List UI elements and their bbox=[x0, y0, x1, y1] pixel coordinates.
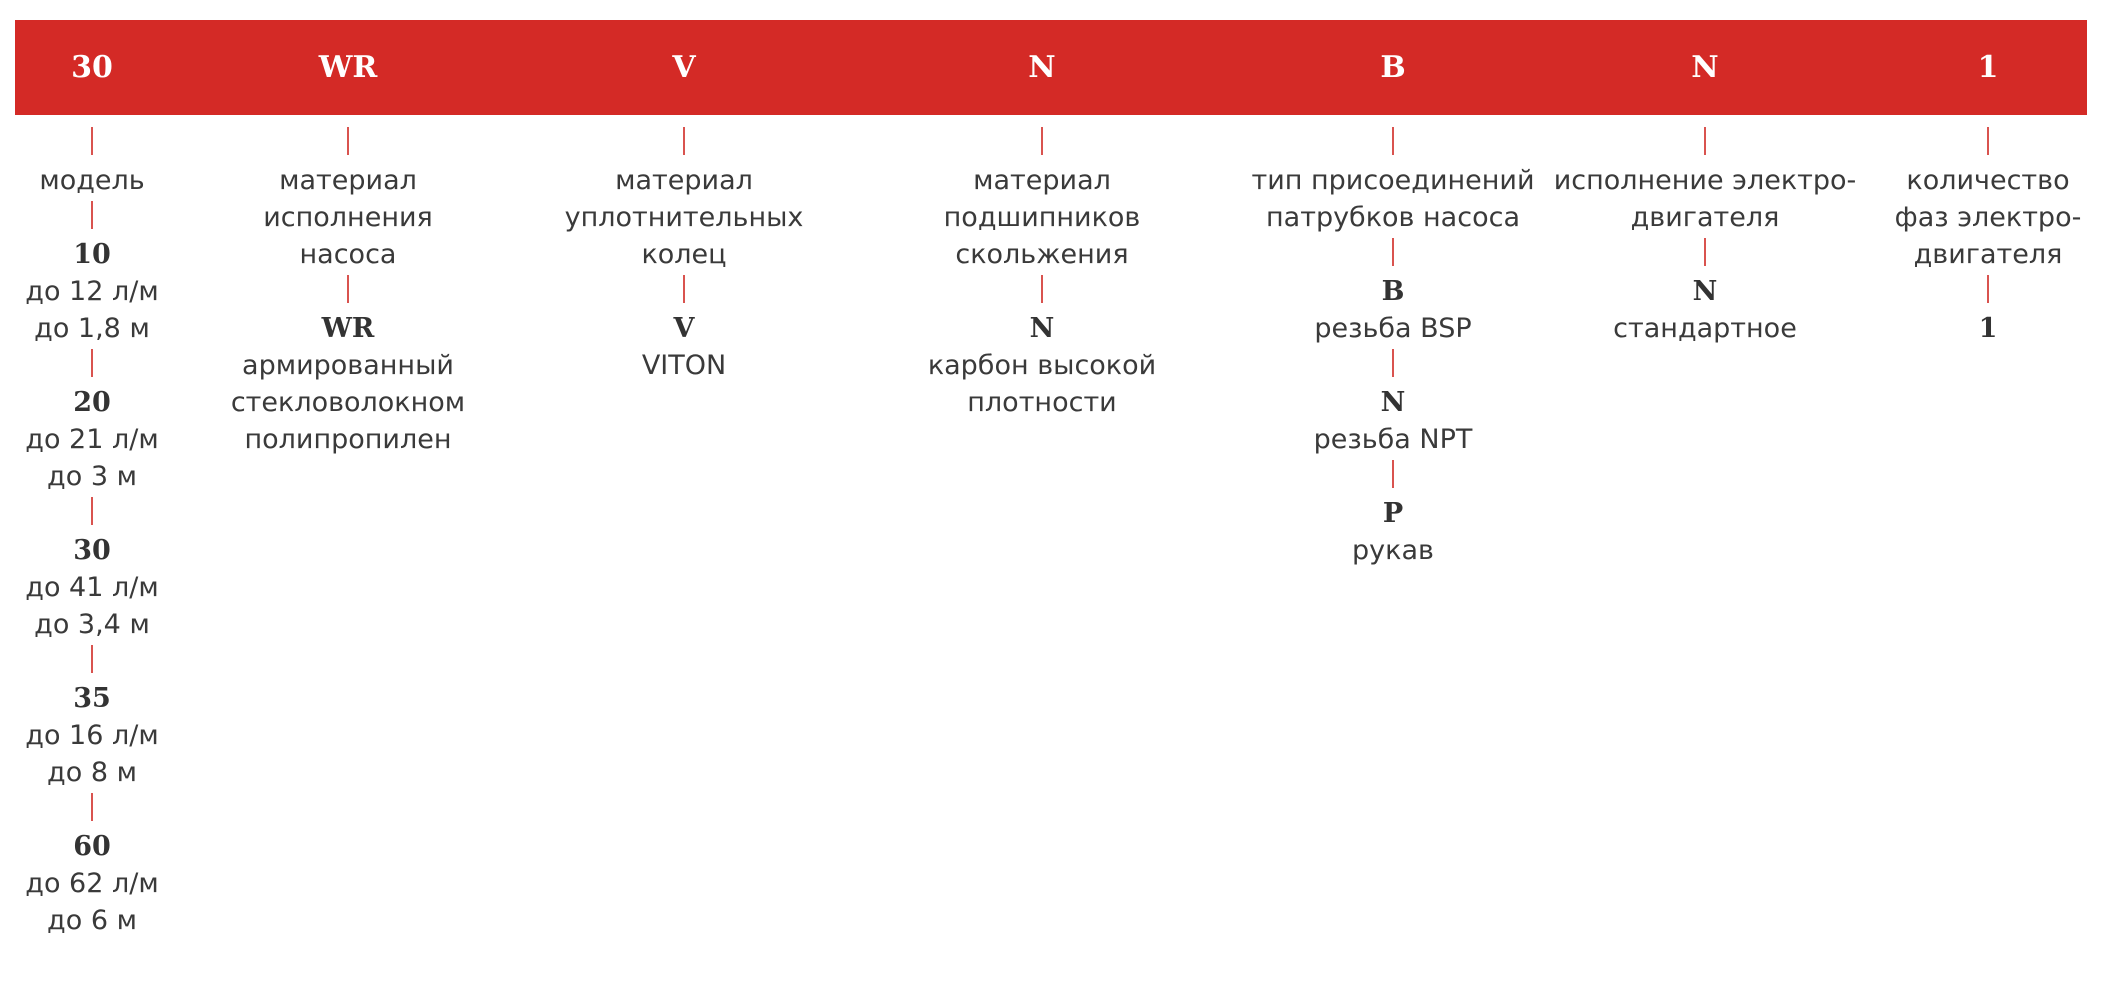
code-column-7 bbox=[1828, 125, 2102, 347]
header-code-6: N bbox=[1691, 50, 1719, 85]
option-code: 30 bbox=[73, 535, 111, 566]
option-code: WR bbox=[321, 313, 375, 344]
connector-line bbox=[1392, 460, 1394, 488]
code-column-2 bbox=[188, 125, 508, 458]
connector-line bbox=[1704, 127, 1706, 155]
option-code: 10 bbox=[73, 239, 111, 270]
connector-line bbox=[347, 275, 349, 303]
option-description: до 21 л/м до 3 м bbox=[25, 424, 159, 492]
option-code: P bbox=[1382, 498, 1404, 529]
option-description: до 41 л/м до 3,4 м bbox=[25, 572, 159, 640]
connector-line bbox=[91, 645, 93, 673]
connector-line bbox=[91, 349, 93, 377]
option-description: до 12 л/м до 1,8 м bbox=[25, 276, 159, 344]
code-column-6 bbox=[1545, 125, 1865, 347]
option-code: 1 bbox=[1978, 313, 1998, 344]
header-code-5: B bbox=[1380, 50, 1406, 85]
connector-line bbox=[683, 275, 685, 303]
option-code: B bbox=[1381, 276, 1405, 307]
header-code-4: N bbox=[1028, 50, 1056, 85]
option-description: карбон высокой плотности bbox=[927, 350, 1157, 418]
column-label: материал исполнения насоса bbox=[263, 165, 433, 270]
option-code: N bbox=[1380, 387, 1406, 418]
column-label: материал подшипников скольжения bbox=[943, 165, 1141, 270]
connector-line bbox=[91, 497, 93, 525]
column-label: материал уплотнительных колец bbox=[564, 165, 804, 270]
option-description: VITON bbox=[641, 350, 727, 381]
option-code: 60 bbox=[73, 831, 111, 862]
connector-line bbox=[1041, 127, 1043, 155]
option-code: 35 bbox=[73, 683, 111, 714]
connector-line bbox=[1704, 238, 1706, 266]
connector-line bbox=[1392, 238, 1394, 266]
option-description: резьба BSP bbox=[1314, 313, 1472, 344]
column-label: исполнение электро- двигателя bbox=[1553, 165, 1857, 233]
option-code: N bbox=[1692, 276, 1718, 307]
header-code-2: WR bbox=[318, 50, 378, 85]
code-column-4 bbox=[882, 125, 1202, 421]
column-label: модель bbox=[39, 165, 145, 196]
connector-line bbox=[1987, 127, 1989, 155]
connector-line bbox=[91, 793, 93, 821]
option-description: резьба NPT bbox=[1313, 424, 1473, 455]
option-code: V bbox=[673, 313, 695, 344]
column-label: количество фаз электро- двигателя bbox=[1894, 165, 2082, 270]
option-description: до 62 л/м до 6 м bbox=[25, 868, 159, 936]
model-code-header-bar bbox=[15, 20, 2087, 115]
header-code-7: 1 bbox=[1977, 50, 1999, 85]
connector-line bbox=[91, 201, 93, 229]
code-column-5 bbox=[1233, 125, 1553, 569]
connector-line bbox=[91, 127, 93, 155]
connector-line bbox=[1041, 275, 1043, 303]
code-column-3 bbox=[524, 125, 844, 384]
header-code-1: 30 bbox=[71, 50, 113, 85]
option-code: 20 bbox=[73, 387, 111, 418]
column-label: тип присоединений патрубков насоса bbox=[1251, 165, 1535, 233]
connector-line bbox=[347, 127, 349, 155]
option-description: стандартное bbox=[1613, 313, 1797, 344]
option-description: армированный стекловолокном полипропилен bbox=[230, 350, 466, 455]
connector-line bbox=[683, 127, 685, 155]
option-description: до 16 л/м до 8 м bbox=[25, 720, 159, 788]
header-code-3: V bbox=[672, 50, 696, 85]
connector-line bbox=[1392, 127, 1394, 155]
connector-line bbox=[1987, 275, 1989, 303]
option-description: рукав bbox=[1352, 535, 1434, 566]
connector-line bbox=[1392, 349, 1394, 377]
option-code: N bbox=[1029, 313, 1055, 344]
